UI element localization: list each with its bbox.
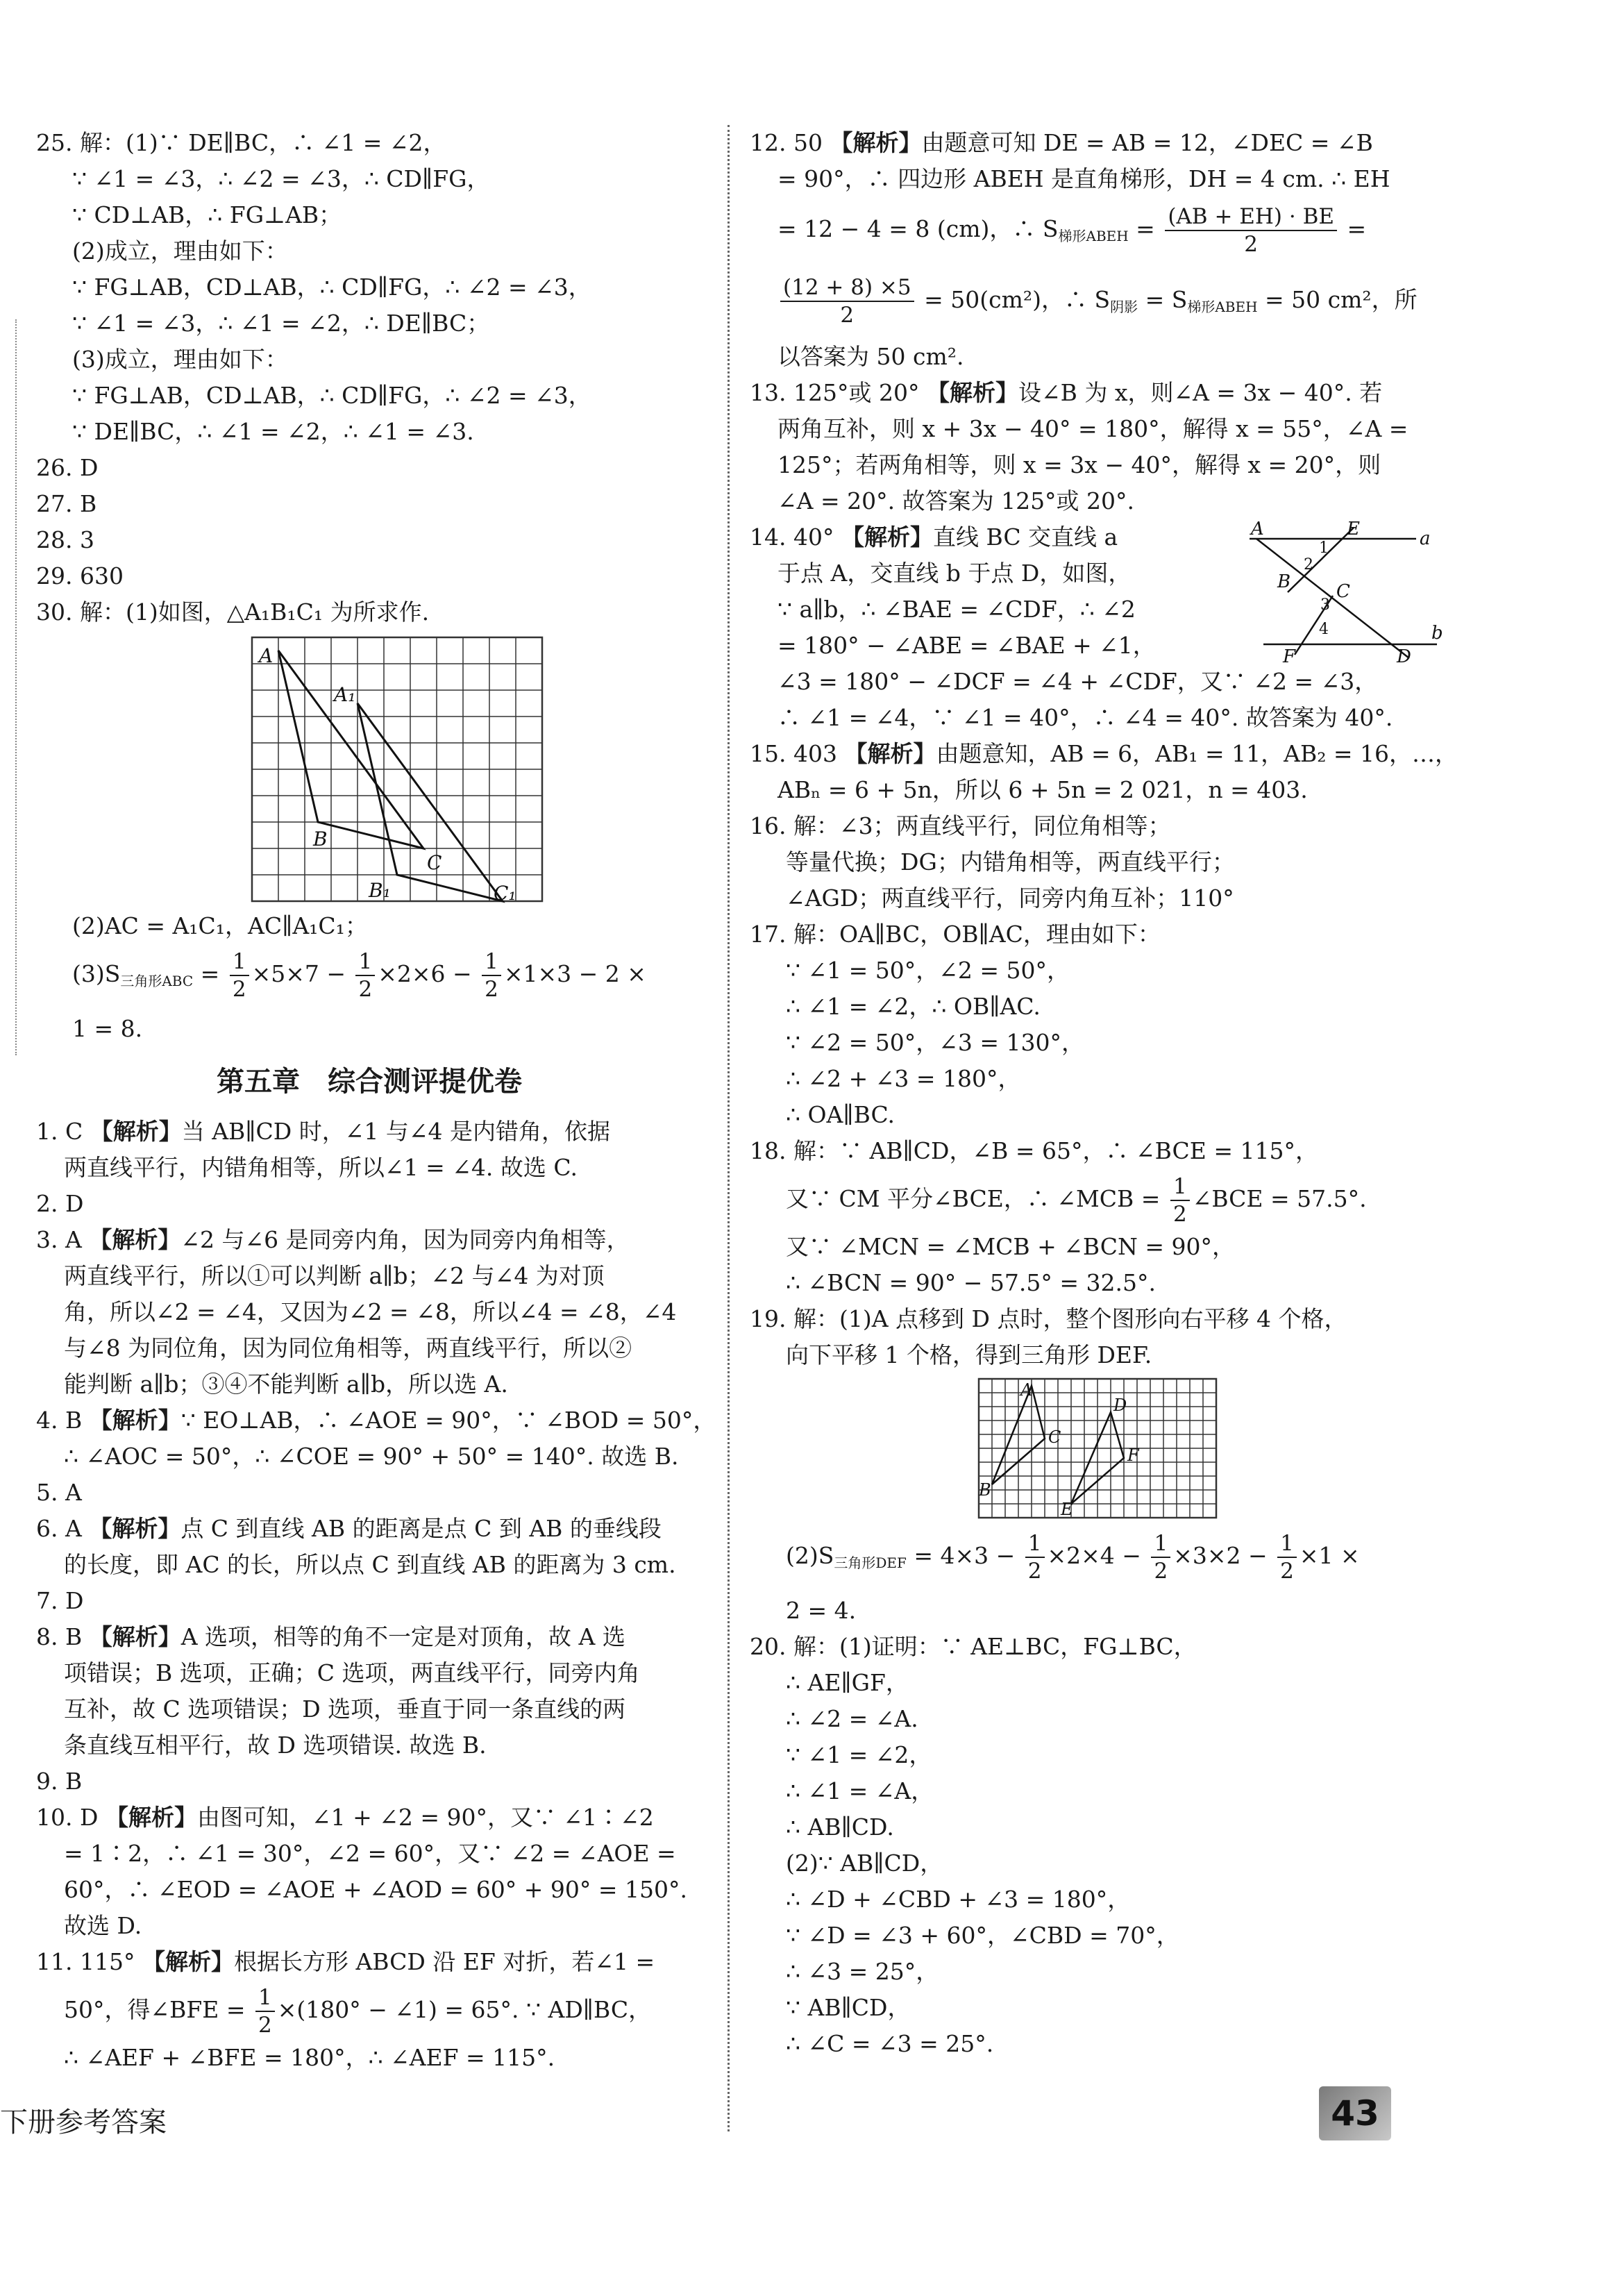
text-line: ∴ AB∥CD. — [786, 1813, 894, 1841]
answer-28: 28. 3 — [36, 526, 94, 553]
label-F: F — [1283, 646, 1296, 665]
answer-item: 6. A 【解析】点 C 到直线 AB 的距离是点 C 到 AB 的垂线段 — [36, 1515, 662, 1542]
text-line: (2)AC = A₁C₁，AC∥A₁C₁； — [72, 912, 368, 939]
answer-item: 3. A 【解析】∠2 与∠6 是同旁内角，因为同旁内角相等， — [36, 1226, 630, 1253]
answer-item: 4. B 【解析】∵ EO⊥AB，∴ ∠AOE = 90°，∵ ∠BOD = 50°， — [36, 1407, 716, 1434]
text-line: 条直线互相平行，故 D 选项错误. 故选 B. — [64, 1732, 487, 1759]
text-line: 两角互补，则 x + 3x − 40° = 180°，解得 x = 55°，∠A = — [777, 415, 1408, 442]
label-4: 4 — [1319, 621, 1329, 638]
answer-item: 1. C 【解析】当 AB∥CD 时，∠1 与∠4 是内错角，依据 — [36, 1118, 611, 1145]
answer-12-line3: = 12 − 4 = 8 (cm)，∴ $S_{梯形ABEH}$ = $\frac{(AB + EH) \cdot BE}{2}$ = — [777, 204, 1367, 257]
text-line: 等量代换；DG；内错角相等，两直线平行； — [786, 848, 1235, 875]
text-line: 以答案为 50 cm². — [777, 343, 964, 370]
text-line: ∵ FG⊥AB，CD⊥AB，∴ CD∥FG，∴ ∠2 = ∠3， — [72, 382, 591, 409]
label-A1: A₁ — [334, 683, 356, 706]
answer-item: 10. D 【解析】由图可知，∠1 + ∠2 = 90°，又∵ ∠1∶∠2 — [36, 1804, 654, 1831]
text-line: = 90°，∴ 四边形 ABEH 是直角梯形，DH = 4 cm. ∴ EH — [777, 165, 1390, 192]
text-line: ∵ ∠1 = 50°，∠2 = 50°， — [786, 957, 1070, 984]
answer-29: 29. 630 — [36, 562, 124, 589]
label-A: A — [259, 644, 274, 667]
answer-item: 9. B — [36, 1768, 83, 1795]
text-line: 又∵ ∠MCN = ∠MCB + ∠BCN = 90°， — [786, 1233, 1236, 1260]
label-D: D — [1397, 646, 1411, 665]
text-line: 125°；若两角相等，则 x = 3x − 40°，解得 x = 20°，则 — [777, 451, 1381, 478]
text-line: 两直线平行，内错角相等，所以∠1 = ∠4. 故选 C. — [64, 1154, 578, 1181]
label-B: B — [313, 828, 328, 850]
q14-figure — [1236, 519, 1444, 665]
text-line: 与∠8 为同位角，因为同位角相等，两直线平行，所以② — [64, 1334, 632, 1361]
text-line: ∴ ∠1 = ∠A， — [786, 1777, 934, 1804]
text-line: = 1∶2，∴ ∠1 = 30°，∠2 = 60°，又∵ ∠2 = ∠AOE = — [64, 1840, 676, 1867]
text-line: 25. 解：(1)∵ DE∥BC，∴ ∠1 = ∠2， — [36, 129, 446, 156]
text-line: 故选 D. — [64, 1912, 142, 1939]
text-line: (2)∵ AB∥CD， — [786, 1850, 943, 1877]
answer-20: 20. 解：(1)证明：∵ AE⊥BC，FG⊥BC， — [750, 1633, 1197, 1660]
label-F: F — [1127, 1446, 1139, 1465]
right-column — [750, 125, 1458, 2062]
text-line: ∴ ∠AOC = 50°，∴ ∠COE = 90° + 50° = 140°. 故选 B. — [64, 1443, 679, 1470]
label-1: 1 — [1319, 539, 1329, 557]
answer-11: 11. 115° 【解析】根据长方形 ABCD 沿 EF 对折，若∠1 = — [36, 1948, 655, 1975]
margin-dotted-line — [15, 319, 17, 1055]
answer-30: 30. 解：(1)如图，△A₁B₁C₁ 为所求作. — [36, 598, 430, 626]
chapter-title: 第五章 综合测评提优卷 — [217, 1066, 522, 1098]
q30-part3: $(3)S_{三角形ABC}$ = $\frac{1}{2}$ ×5×7 − $\frac{1}{2}$ ×2×6 − $\frac{1}{2}$ ×1×3 − 2 × — [72, 949, 646, 1002]
text-line: ∴ ∠1 = ∠2，∴ OB∥AC. — [786, 993, 1041, 1020]
text-line: ∵ ∠D = ∠3 + 60°，∠CBD = 70°， — [786, 1922, 1179, 1949]
text-line: ∵ ∠1 = ∠2， — [786, 1741, 932, 1768]
label-2: 2 — [1304, 556, 1313, 573]
label-a: a — [1420, 528, 1431, 549]
text-line: ∴ ∠2 = ∠A. — [786, 1705, 918, 1732]
answer-11-line2: 50°，得∠BFE = $\frac{1}{2}$ ×(180° − ∠1) = 65°. ∵ AD∥BC， — [64, 1985, 652, 2038]
text-line: (2)成立，理由如下： — [72, 237, 288, 265]
line-bc — [1256, 539, 1409, 658]
text-line: ∴ OA∥BC. — [786, 1101, 895, 1128]
label-3: 3 — [1320, 596, 1330, 614]
text-line: ∴ ∠BCN = 90° − 57.5° = 32.5°. — [786, 1269, 1156, 1296]
text-line: ∴ AE∥GF， — [786, 1669, 909, 1696]
text-line: 互补，故 C 选项错误；D 选项，垂直于同一条直线的两 — [64, 1695, 626, 1723]
left-column — [36, 125, 716, 2076]
text-line: ∵ ∠1 = ∠3，∴ ∠1 = ∠2，∴ DE∥BC； — [72, 310, 490, 337]
label-C1: C₁ — [494, 882, 516, 905]
answer-26: 26. D — [36, 454, 99, 481]
column-divider — [728, 125, 730, 2131]
text-line: ∵ a∥b，∴ ∠BAE = ∠CDF，∴ ∠2 — [777, 596, 1136, 623]
text-line: ∴ ∠D + ∠CBD + ∠3 = 180°， — [786, 1886, 1131, 1913]
answer-18-line2: 又∵ CM 平分∠BCE，∴ ∠MCB = $\frac{1}{2}$ ∠BCE = 57.5°. — [786, 1174, 1367, 1227]
answer-12: 12. 50 【解析】由题意可知 DE = AB = 12，∠DEC = ∠B — [750, 129, 1373, 156]
text-line: 向下平移 1 个格，得到三角形 DEF. — [786, 1341, 1152, 1368]
answer-17: 17. 解：OA∥BC，OB∥AC，理由如下： — [750, 921, 1161, 948]
label-C: C — [1336, 581, 1350, 602]
label-C: C — [1048, 1427, 1061, 1447]
text-line: ∠A = 20°. 故答案为 125°或 20°. — [777, 487, 1135, 514]
triangle-abc — [278, 651, 423, 848]
text-line: 两直线平行，所以①可以判断 a∥b；∠2 与∠4 为对顶 — [64, 1262, 605, 1289]
text-line: ∵ ∠2 = 50°，∠3 = 130°， — [786, 1029, 1085, 1056]
label-C: C — [427, 851, 442, 874]
answer-item: 5. A — [36, 1479, 82, 1506]
answer-19: 19. 解：(1)A 点移到 D 点时，整个图形向右平移 4 个格， — [750, 1305, 1347, 1332]
text-line: ∴ ∠AEF + ∠BFE = 180°，∴ ∠AEF = 115°. — [64, 2044, 555, 2071]
q30-grid-figure — [36, 630, 703, 908]
text-line: ∴ ∠3 = 25°， — [786, 1958, 939, 1985]
answer-item: 2. D — [36, 1190, 84, 1217]
answer-14: 14. 40° 【解析】直线 BC 交直线 a — [750, 523, 1118, 551]
label-E: E — [1061, 1500, 1073, 1519]
label-B: B — [979, 1480, 991, 1500]
answer-27: 27. B — [36, 490, 97, 517]
answer-18: 18. 解：∵ AB∥CD，∠B = 65°，∴ ∠BCE = 115°， — [750, 1137, 1318, 1164]
text-line: = 180° − ∠ABE = ∠BAE + ∠1， — [777, 632, 1156, 659]
text-line: ∵ CD⊥AB，∴ FG⊥AB； — [72, 201, 342, 228]
text-line: ∴ ∠1 = ∠4，∵ ∠1 = 40°，∴ ∠4 = 40°. 故答案为 40°. — [777, 704, 1393, 731]
text-line: ∴ ∠C = ∠3 = 25°. — [786, 2030, 994, 2057]
answer-14-block — [750, 519, 1444, 664]
text-line: ∵ AB∥CD， — [786, 1994, 911, 2021]
answer-12-line4: $\frac{(12 + 8) \times 5}{2}$ = 50(cm²)，∴ $S_{阴影} = S_{梯形ABEH} = 50$ cm²，所 — [750, 268, 1444, 339]
text-line: ∴ ∠2 + ∠3 = 180°， — [786, 1065, 1021, 1092]
label-B: B — [1277, 571, 1291, 592]
footer-section-title: 下册参考答案 — [0, 2106, 167, 2138]
q19-grid-figure — [750, 1373, 1444, 1526]
label-A: A — [1251, 519, 1264, 539]
text-line: (3)成立，理由如下： — [72, 346, 288, 373]
label-E: E — [1347, 519, 1360, 539]
text-line: 于点 A，交直线 b 于点 D，如图， — [777, 560, 1132, 587]
answer-item: 8. B 【解析】A 选项，相等的角不一定是对顶角，故 A 选 — [36, 1623, 625, 1650]
label-A: A — [1020, 1380, 1033, 1400]
text-line: ∵ ∠1 = ∠3，∴ ∠2 = ∠3，∴ CD∥FG， — [72, 165, 490, 192]
text-line: ∠AGD；两直线平行，同旁内角互补；110° — [786, 885, 1234, 912]
text-line: ABₙ = 6 + 5n，所以 6 + 5n = 2 021，n = 403. — [777, 776, 1308, 803]
label-B1: B₁ — [369, 879, 391, 902]
answer-15: 15. 403 【解析】由题意知，AB = 6，AB₁ = 11，AB₂ = 16，…， — [750, 740, 1458, 767]
answer-list — [36, 1114, 716, 1944]
text-line: ∵ DE∥BC，∴ ∠1 = ∠2，∴ ∠1 = ∠3. — [72, 418, 474, 445]
page-number-badge — [1319, 2086, 1391, 2140]
text-line: 项错误；B 选项，正确；C 选项，两直线平行，同旁内角 — [64, 1659, 640, 1686]
text-line: 1 = 8. — [72, 1015, 143, 1042]
answer-item: 7. D — [36, 1587, 84, 1614]
page-number: 43 — [1331, 2093, 1379, 2134]
text-line: 角，所以∠2 = ∠4，又因为∠2 = ∠8，所以∠4 = ∠8，∠4 — [64, 1298, 677, 1325]
text-line: 能判断 a∥b；③④不能判断 a∥b，所以选 A. — [64, 1371, 508, 1398]
answer-16: 16. 解：∠3；两直线平行，同位角相等； — [750, 812, 1171, 839]
answer-19-part2: $(2)S_{三角形DEF} = 4\times 3$ − $\frac{1}{2}$ ×2×4 − $\frac{1}{2}$ ×3×2 − $\frac{1}{2}$ ×1 × — [786, 1531, 1360, 1584]
text-line: ∵ FG⊥AB，CD⊥AB，∴ CD∥FG，∴ ∠2 = ∠3， — [72, 274, 591, 301]
answer-13: 13. 125°或 20° 【解析】设∠B 为 x，则∠A = 3x − 40°. 若 — [750, 379, 1383, 406]
label-b: b — [1431, 623, 1443, 644]
text-line: 60°，∴ ∠EOD = ∠AOE + ∠AOD = 60° + 90° = 150°. — [64, 1876, 687, 1903]
text-line: 2 = 4. — [786, 1597, 857, 1624]
text-line: ∠3 = 180° − ∠DCF = ∠4 + ∠CDF，又∵ ∠2 = ∠3， — [777, 668, 1378, 695]
text-line: 的长度，即 AC 的长，所以点 C 到直线 AB 的距离为 3 cm. — [64, 1551, 676, 1578]
label-D: D — [1113, 1396, 1127, 1415]
